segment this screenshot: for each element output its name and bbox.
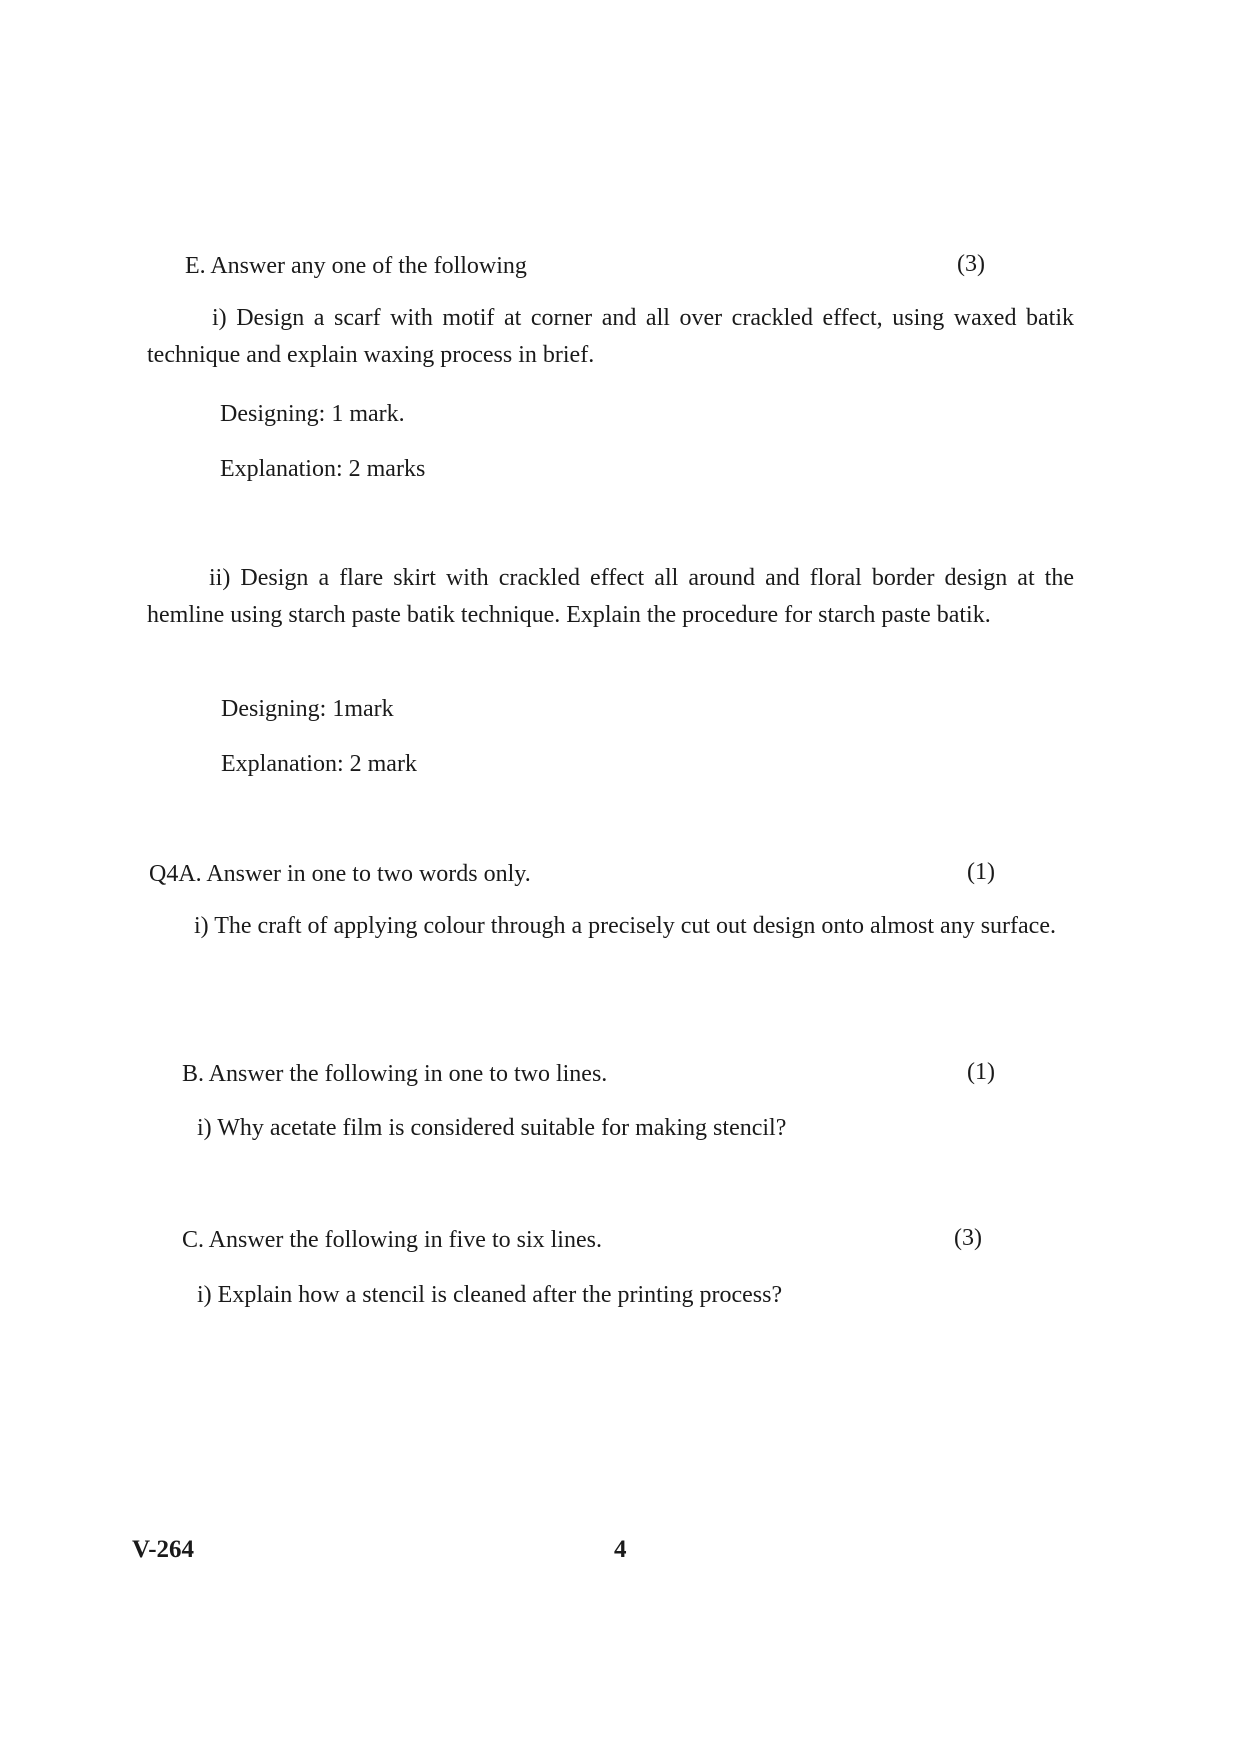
page-number: 4 bbox=[614, 1536, 627, 1563]
section-e-q1-designing: Designing: 1 mark. bbox=[220, 401, 405, 427]
section-e-marks: (3) bbox=[957, 251, 985, 277]
section-c-marks: (3) bbox=[954, 1225, 982, 1251]
section-b-question-1: i) Why acetate film is considered suitable for making stencil? bbox=[197, 1115, 787, 1141]
section-e-q2-designing: Designing: 1mark bbox=[221, 696, 394, 722]
section-c-question-1: i) Explain how a stencil is cleaned after the printing process? bbox=[197, 1282, 783, 1308]
paper-code: V-264 bbox=[132, 1536, 195, 1563]
section-e-question-1: i) Design a scarf with motif at corner and all over crackled effect, using waxed batik technique and explain waxing process in brief. bbox=[147, 305, 1074, 368]
section-e-heading: E. Answer any one of the following bbox=[185, 253, 527, 279]
q4a-heading: Q4A. Answer in one to two words only. bbox=[149, 861, 531, 887]
section-b-heading: B. Answer the following in one to two lines. bbox=[182, 1061, 608, 1087]
section-b-marks: (1) bbox=[967, 1059, 995, 1085]
section-e-question-2: ii) Design a flare skirt with crackled effect all around and floral border design at the hemline using starch paste batik technique. Explain the procedure for starch paste batik. bbox=[147, 565, 1074, 628]
q4a-marks: (1) bbox=[967, 859, 995, 885]
q4a-question-1: i) The craft of applying colour through a precisely cut out design onto almost any surface. bbox=[194, 913, 1056, 939]
section-c-heading: C. Answer the following in five to six lines. bbox=[182, 1227, 602, 1253]
section-e-q2-explanation: Explanation: 2 mark bbox=[221, 751, 417, 777]
section-e-q1-explanation: Explanation: 2 marks bbox=[220, 456, 426, 482]
